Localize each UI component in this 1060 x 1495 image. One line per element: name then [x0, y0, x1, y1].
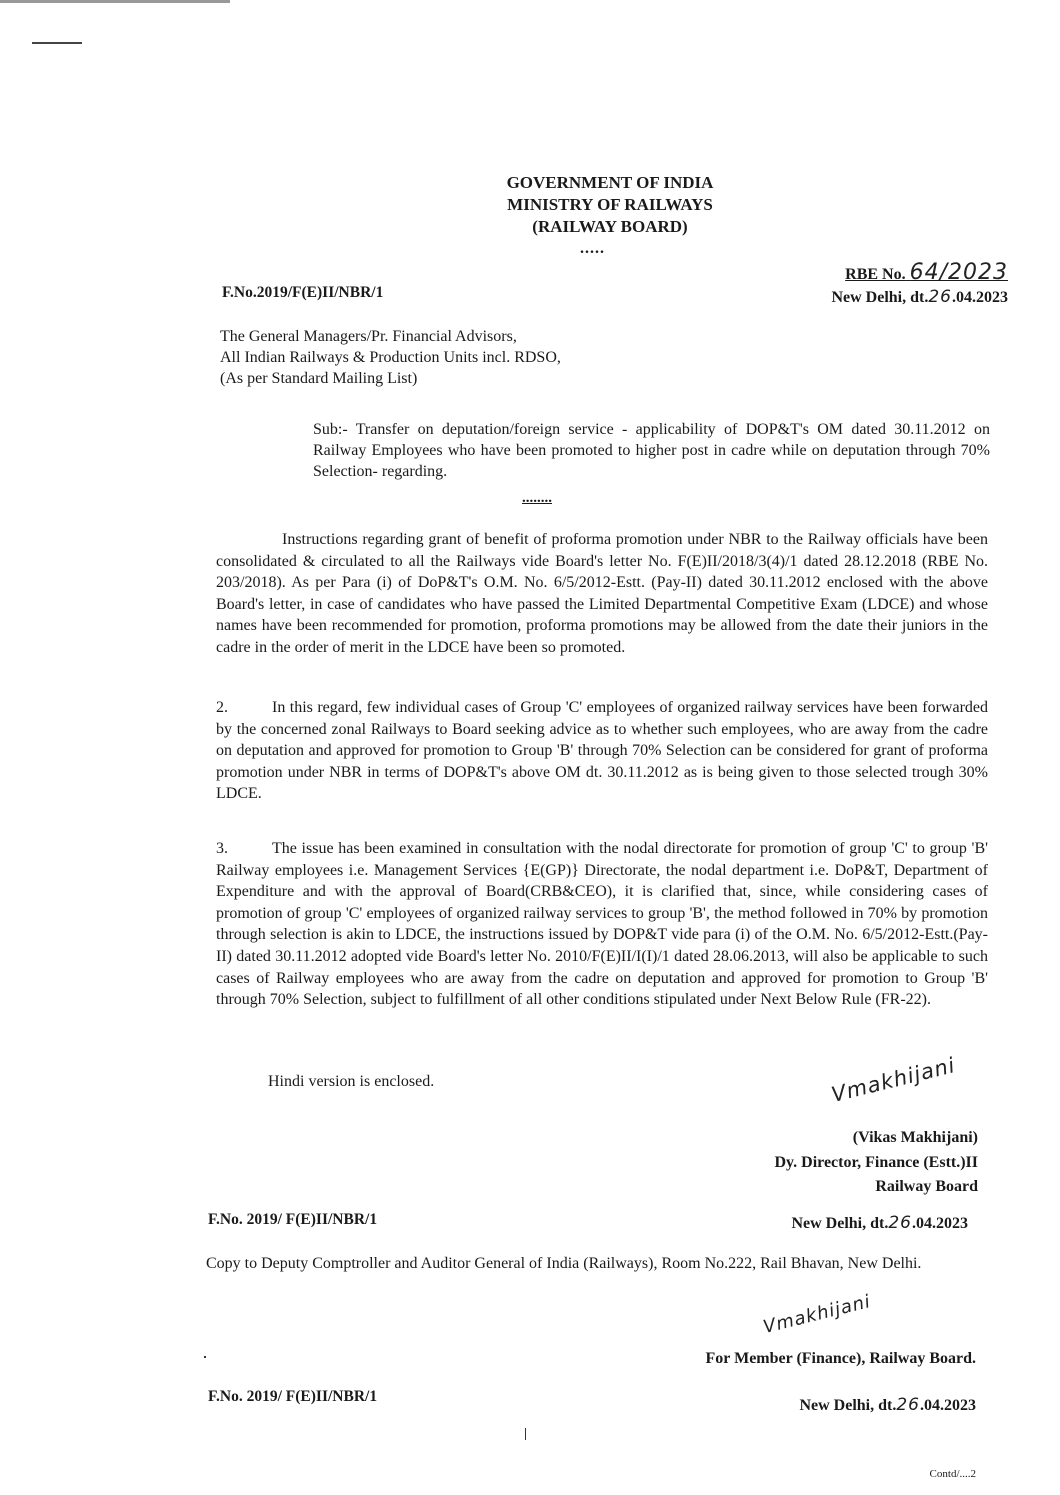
- scan-speck: [204, 1356, 206, 1358]
- copy-date: [791, 1213, 968, 1233]
- signatory-name: (Vikas Makhijani): [852, 1129, 978, 1146]
- scan-speck: [525, 1428, 526, 1440]
- letterhead: [420, 172, 800, 238]
- paragraph-number: 3.: [216, 840, 228, 857]
- letterhead-ministry: MINISTRY OF RAILWAYS: [507, 195, 713, 214]
- paragraph-number: 2.: [216, 699, 228, 716]
- signature-handwritten: Vmakhijani: [828, 1053, 958, 1107]
- scan-artifact: [32, 42, 82, 44]
- signatory-designation: Dy. Director, Finance (Estt.)II: [774, 1153, 978, 1171]
- paragraph-2: [216, 697, 988, 805]
- copy2-file-number: F.No. 2019/ F(E)II/NBR/1: [208, 1388, 378, 1405]
- date-suffix: .04.2023: [920, 1397, 976, 1414]
- date-prefix: New Delhi, dt.: [831, 289, 929, 306]
- date-prefix: New Delhi, dt.: [791, 1215, 889, 1232]
- addressee-line: (As per Standard Mailing List): [220, 370, 418, 387]
- continued-marker: Contd/....2: [929, 1468, 976, 1480]
- addressee: [220, 326, 561, 389]
- copy2-date: [799, 1395, 976, 1415]
- rbe-block: [831, 262, 1008, 309]
- for-member-finance: For Member (Finance), Railway Board.: [705, 1350, 976, 1367]
- date-handwritten-day: 26: [896, 1395, 920, 1415]
- date-suffix: .04.2023: [952, 289, 1008, 306]
- paragraph-3: [216, 838, 988, 1011]
- subject-separator: ........: [522, 490, 552, 506]
- date-handwritten-day: 26: [928, 287, 952, 307]
- paragraph-1-text: Instructions regarding grant of benefit of proforma promotion under NBR to the Railway officials have been consolidated & circulated to all the Railways vide Board's letter No. F(E)II/2018/3(4)/1 dated 28.12.2018 (RBE No. 203/2018). As per Para (i) of DoP&T's O.M. No. 6/5/2012-Estt. (Pay-II) dated 30.11.2012 enclosed with the above Board's letter, in case of candidates who have passed the Limited Departmental Competitive Exam (LDCE) and whose names have been recommended for promotion, proforma promotions may be allowed from the date their juniors in the cadre in the order of merit in the LDCE have been so promoted.: [216, 531, 988, 656]
- letterhead-government: GOVERNMENT OF INDIA: [506, 173, 714, 192]
- rbe-label: RBE No.: [845, 266, 906, 283]
- rbe-number: [831, 262, 1008, 286]
- rbe-date: [831, 286, 1008, 309]
- header-separator: .....: [580, 240, 605, 257]
- copy-file-number: F.No. 2019/ F(E)II/NBR/1: [208, 1211, 378, 1228]
- date-suffix: .04.2023: [912, 1215, 968, 1232]
- file-number: F.No.2019/F(E)II/NBR/1: [222, 284, 384, 301]
- paragraph-2-text: In this regard, few individual cases of Group 'C' employees of organized railway services have been forwarded by the concerned zonal Railways to Board seeking advice as to whether such employees, who are away from the cadre on deputation and approved for promotion to Group 'B' through 70% Selection can be considered for grant of proforma promotion under NBR in terms of DOP&T's above OM dt. 30.11.2012 as is being given to those selected trough 30% LDCE.: [216, 699, 988, 803]
- copy-signature-handwritten: Vmakhijani: [761, 1290, 874, 1339]
- scan-artifact: [0, 0, 230, 3]
- signatory-office: Railway Board: [875, 1178, 978, 1195]
- paragraph-1: [216, 529, 988, 659]
- paragraph-3-text: The issue has been examined in consultation with the nodal directorate for promotion of group 'C' to group 'B' Railway employees i.e. Management Services {E(GP)} Directorate, the nodal department i.e. DoP&T, Department of Expenditure and with the approval of Board(CRB&CEO), it is clarified that, since, while considering cases of promotion of group 'C' employees of organized railway services to group 'B', the method followed in 70% by promotion through selection is akin to LDCE, the instructions issued by DOP&T vide para (i) of the O.M. No. 6/5/2012-Estt.(Pay-II) dated 30.11.2012 adopted vide Board's letter No. 2010/F(E)II/I(I)/1 dated 28.06.2013, will also be applicable to such cases of Railway employees who are away from the cadre on deputation and approved for promotion to Group 'B' through 70% Selection, subject to fulfillment of all other conditions stipulated under Next Below Rule (FR-22).: [216, 840, 988, 1009]
- date-prefix: New Delhi, dt.: [799, 1397, 897, 1414]
- copy-to-text: Copy to Deputy Comptroller and Auditor General of India (Railways), Room No.222, Rail Bhavan, New Delhi.: [206, 1255, 922, 1272]
- addressee-line: All Indian Railways & Production Units incl. RDSO,: [220, 349, 561, 366]
- rbe-handwritten-number: 64/2023: [909, 260, 1008, 285]
- date-handwritten-day: 26: [888, 1213, 912, 1233]
- subject: Sub:- Transfer on deputation/foreign service - applicability of DOP&T's OM dated 30.11.2012 on Railway Employees who have been promoted to higher post in cadre while on deputation through 70% Selection- regarding.: [313, 421, 990, 480]
- signatory-block: [774, 1126, 978, 1200]
- hindi-version-note: Hindi version is enclosed.: [268, 1073, 435, 1090]
- addressee-line: The General Managers/Pr. Financial Advisors,: [220, 328, 517, 345]
- letterhead-board: (RAILWAY BOARD): [532, 217, 688, 236]
